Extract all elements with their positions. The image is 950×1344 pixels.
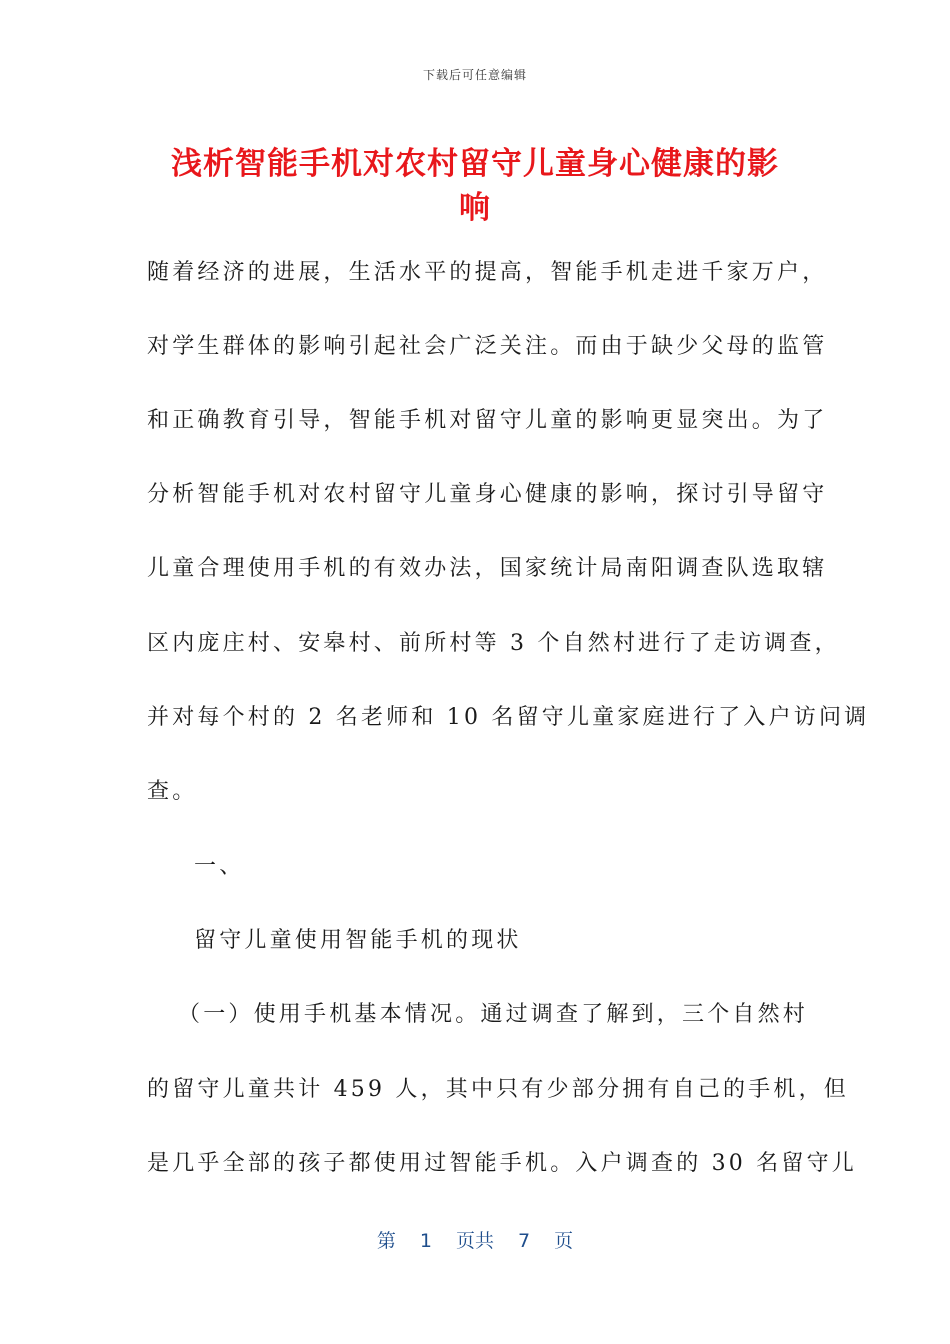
body-line: 是几乎全部的孩子都使用过智能手机。入户调查的 30 名留守儿 — [147, 1151, 857, 1176]
document-title — [140, 142, 810, 230]
body-line: 随着经济的进展，生活水平的提高，智能手机走进千家万户， — [147, 260, 828, 285]
body-line: 分析智能手机对农村留守儿童身心健康的影响，探讨引导留守 — [147, 482, 828, 507]
footer-page-label: 第 — [376, 1230, 396, 1252]
body-line: （一）使用手机基本情况。通过调查了解到，三个自然村 — [178, 1002, 809, 1027]
body-line: 查。 — [147, 779, 198, 804]
page-footer — [0, 1226, 950, 1253]
footer-page-unit: 页共 — [455, 1230, 494, 1252]
body-line: 和正确教育引导，智能手机对留守儿童的影响更显突出。为了 — [147, 408, 828, 433]
body-line: 区内庞庄村、安皋村、前所村等 3 个自然村进行了走访调查， — [147, 631, 840, 656]
footer-total-pages: 7 — [518, 1230, 531, 1252]
section-heading: 留守儿童使用智能手机的现状 — [194, 928, 522, 953]
body-line: 并对每个村的 2 名老师和 10 名留守儿童家庭进行了入户访问调 — [147, 705, 870, 730]
footer-page-number: 1 — [419, 1230, 432, 1252]
footer-total-unit: 页 — [554, 1230, 574, 1252]
title-line-2: 响 — [459, 190, 491, 226]
title-line-1: 浅析智能手机对农村留守儿童身心健康的影 — [171, 146, 779, 182]
body-line: 的留守儿童共计 459 人，其中只有少部分拥有自己的手机，但 — [147, 1077, 849, 1102]
page-header: 下载后可任意编辑 — [422, 68, 527, 82]
body-line: 儿童合理使用手机的有效办法，国家统计局南阳调查队选取辖 — [147, 556, 828, 581]
body-line: 对学生群体的影响引起社会广泛关注。而由于缺少父母的监管 — [147, 334, 828, 359]
section-number: 一、 — [194, 854, 245, 879]
